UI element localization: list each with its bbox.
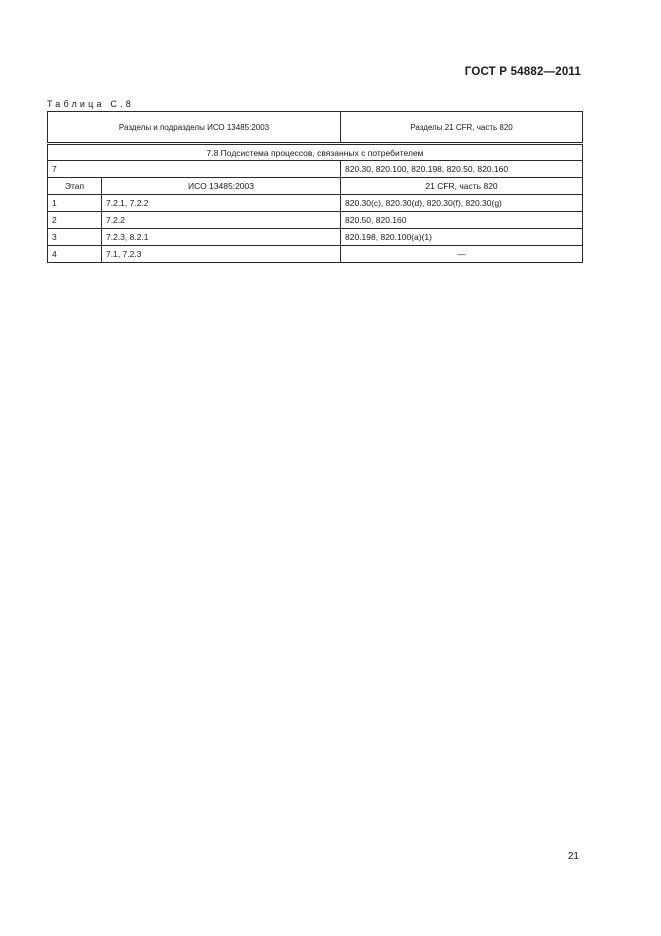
section-cfr-cell: 820.30, 820.100, 820.198, 820.50, 820.160 bbox=[341, 161, 583, 178]
table-row bbox=[48, 195, 583, 212]
page-number: 21 bbox=[567, 851, 579, 862]
stage-cell: 3 bbox=[48, 229, 102, 246]
table-row bbox=[48, 212, 583, 229]
stage-cell: 2 bbox=[48, 212, 102, 229]
comparison-table-container bbox=[47, 111, 582, 263]
iso-cell: 7.2.3, 8.2.1 bbox=[102, 229, 341, 246]
cfr-cell: 820.50, 820.160 bbox=[341, 212, 583, 229]
sub-header-row bbox=[48, 178, 583, 195]
section-title-row bbox=[48, 144, 583, 161]
iso-cell: 7.2.1, 7.2.2 bbox=[102, 195, 341, 212]
column-header-cfr: Разделы 21 CFR, часть 820 bbox=[341, 112, 583, 144]
document-standard-code: ГОСТ Р 54882—2011 bbox=[464, 66, 581, 78]
column-header-iso: Разделы и подразделы ИСО 13485:2003 bbox=[48, 112, 341, 144]
comparison-table bbox=[47, 111, 583, 263]
cfr-cell: — bbox=[341, 246, 583, 263]
table-row bbox=[48, 246, 583, 263]
cfr-cell: 820.30(c), 820.30(d), 820.30(f), 820.30(g) bbox=[341, 195, 583, 212]
cfr-cell: 820.198, 820.100(a)(1) bbox=[341, 229, 583, 246]
table-caption: Таблица С.8 bbox=[47, 99, 134, 109]
section-clause-row bbox=[48, 161, 583, 178]
sub-header-iso: ИСО 13485:2003 bbox=[102, 178, 341, 195]
section-clause-cell: 7 bbox=[48, 161, 341, 178]
table-header-row bbox=[48, 112, 583, 144]
section-title: 7.8 Подсистема процессов, связанных с потребителем bbox=[48, 144, 583, 161]
sub-header-stage: Этап bbox=[48, 178, 102, 195]
sub-header-cfr: 21 CFR, часть 820 bbox=[341, 178, 583, 195]
stage-cell: 1 bbox=[48, 195, 102, 212]
table-row bbox=[48, 229, 583, 246]
stage-cell: 4 bbox=[48, 246, 102, 263]
iso-cell: 7.2.2 bbox=[102, 212, 341, 229]
iso-cell: 7.1, 7.2.3 bbox=[102, 246, 341, 263]
